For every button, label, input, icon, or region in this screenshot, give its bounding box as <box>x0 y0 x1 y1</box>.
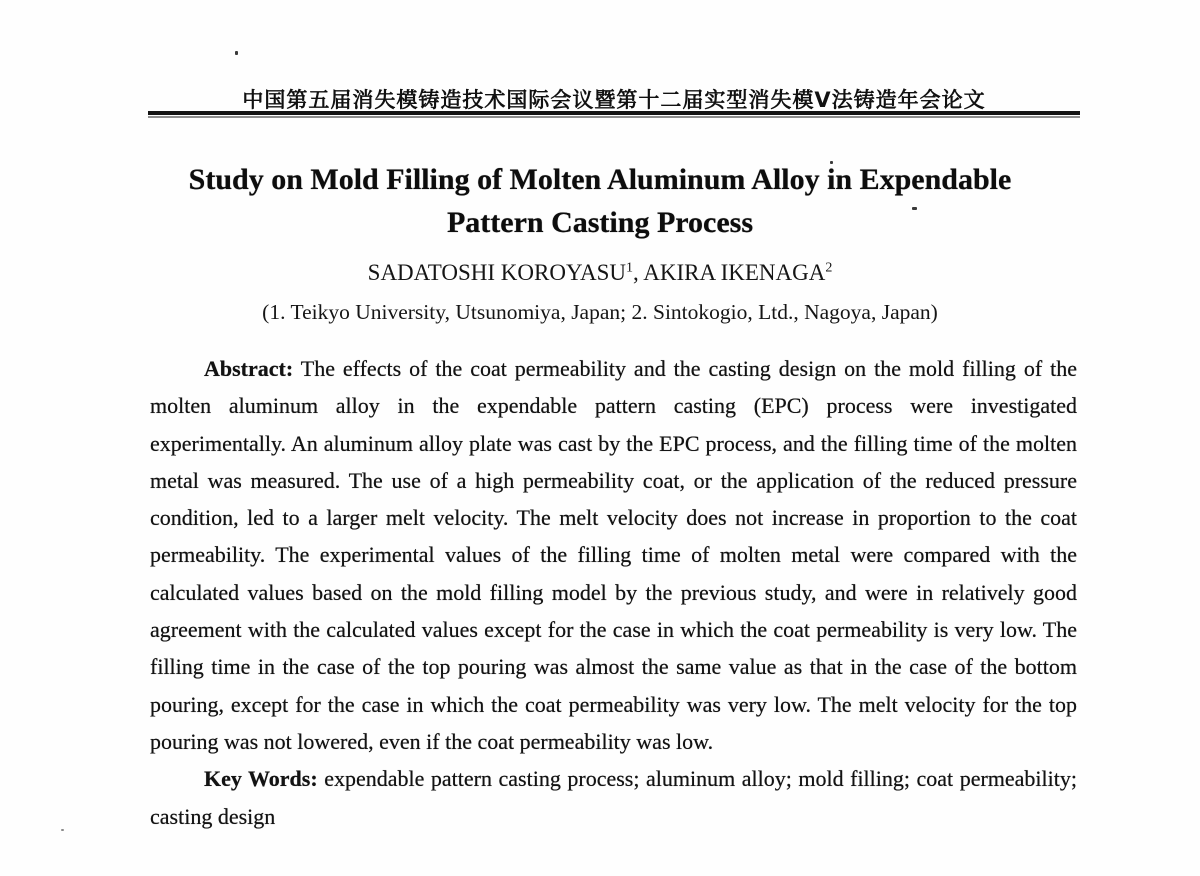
paper-title <box>0 158 1200 244</box>
author-superscript-1: 1 <box>626 260 634 276</box>
paper-title-line-1: Study on Mold Filling of Molten Aluminum Alloy in Expendable <box>188 163 1012 196</box>
abstract-label: Abstract: <box>204 356 294 381</box>
scan-speck <box>61 829 64 831</box>
keywords-label: Key Words: <box>204 766 318 792</box>
keywords-text: expendable pattern casting process; aluminum alloy; mold filling; coat permeability; casting design <box>150 766 1077 829</box>
paper-title-line-2: Pattern Casting Process <box>446 206 754 239</box>
affiliation-line: (1. Teikyo University, Utsunomiya, Japan; 2. Sintokogio, Ltd., Nagoya, Japan) <box>262 300 938 324</box>
authors-separator: , <box>633 260 644 285</box>
keywords-paragraph <box>150 760 1077 835</box>
scan-speck <box>235 51 238 55</box>
header-rule <box>148 111 1080 118</box>
author-superscript-2: 2 <box>825 260 833 276</box>
author-name-1: SADATOSHI KOROYASU <box>367 260 627 285</box>
paper-body <box>150 350 1077 835</box>
abstract-text: The effects of the coat permeability and the casting design on the mold filling of the molten aluminum alloy in the expendable pattern casting (EPC) process were investigated experimentally. An aluminum alloy plate was cast by the EPC process, and the filling time of the molten metal was measured. The use of a high permeability coat, or the application of the reduced pressure condition, led to a larger melt velocity. The melt velocity does not increase in proportion to the coat permeability. The experimental values of the filling time of molten metal were compared with the calculated values based on the mold filling model by the previous study, and were in relatively good agreement with the calculated values except for the case in which the coat permeability is very low. The filling time in the case of the top pouring was almost the same value as that in the case of the bottom pouring, except for the case in which the coat permeability was very low. The melt velocity for the top pouring was not lowered, even if the coat permeability was low. <box>150 356 1077 754</box>
authors-line <box>0 260 1200 286</box>
conference-header: 中国第五届消失模铸造技术国际会议暨第十二届实型消失模V法铸造年会论文 <box>242 88 986 112</box>
author-name-2: AKIRA IKENAGA <box>643 260 826 285</box>
abstract-paragraph <box>150 350 1077 760</box>
